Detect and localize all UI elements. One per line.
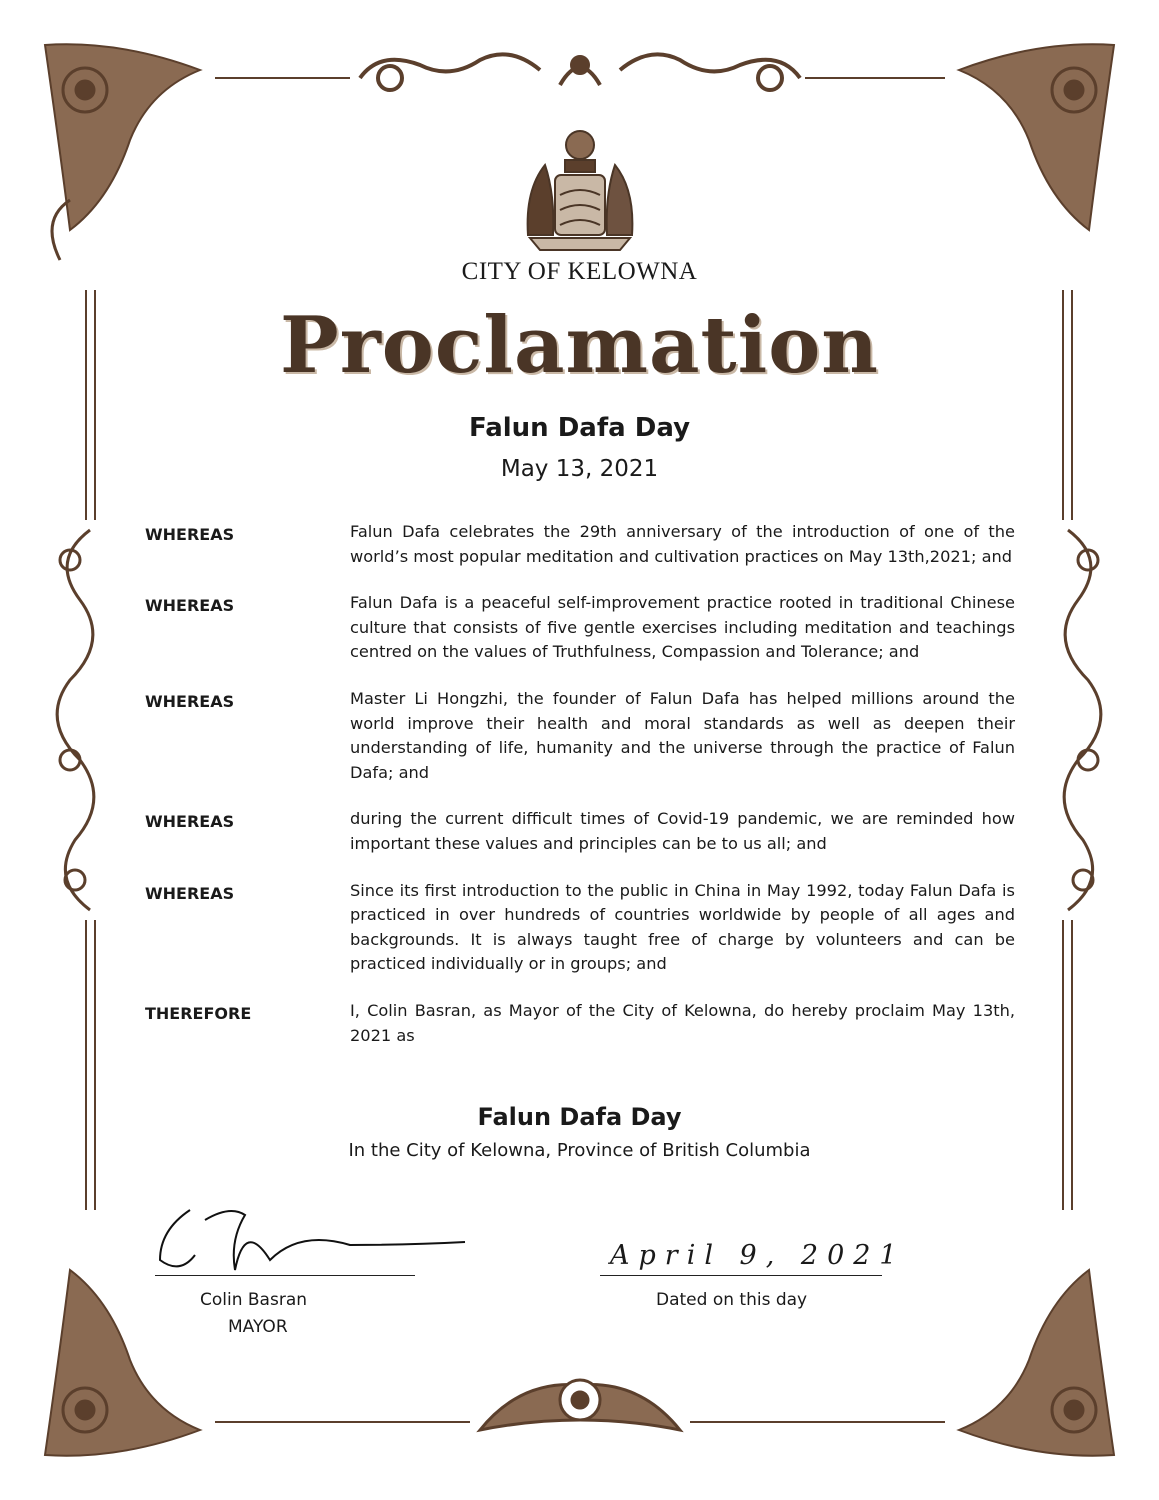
proclaimed-day-name: Falun Dafa Day (477, 1103, 682, 1131)
clause-keyword: WHEREAS (145, 812, 235, 832)
date-label: Dated on this day (656, 1290, 808, 1310)
clause-item (145, 520, 1015, 569)
corner-ornament-top-left (45, 44, 200, 260)
bottom-scroll-ornament (480, 1380, 680, 1430)
clause-keyword: WHEREAS (145, 691, 235, 711)
signer-name: Colin Basran (200, 1290, 308, 1310)
clause-text: Since its first introduction to the public in China in May 1992, today Falun Dafa is practiced in over hundreds of countries worldwide by people of all ages and backgrounds. It is always taught free of charge by volunteers and can be practiced individually or in groups; and (350, 880, 1015, 974)
proclamation-title: Falun Dafa Day (468, 413, 691, 443)
clause-keyword: WHEREAS (145, 525, 235, 544)
date-line (600, 1275, 882, 1276)
clause-text: Falun Dafa celebrates the 29th anniversary of the introduction of one of the world’s most popular meditation and cultivation practices on May 13th,2021; and (350, 522, 1015, 566)
corner-ornament-bottom-left (45, 1270, 200, 1456)
signature-line (155, 1275, 415, 1276)
clause-text: I, Colin Basran, as Mayor of the City of Kelowna, do hereby proclaim May 13th, 2021 as (350, 1000, 1015, 1045)
signer-title: MAYOR (228, 1317, 288, 1337)
mayor-signature (150, 1200, 470, 1280)
clause-item (145, 879, 1015, 977)
corner-ornament-top-right (959, 44, 1114, 230)
corner-ornament-bottom-right (959, 1270, 1114, 1456)
clause-text: Falun Dafa is a peaceful self-improvement practice rooted in traditional Chinese culture that consists of five gentle exercises including meditation and teachings centred on the values of Truthfulness, Compassion and Tolerance; and (350, 593, 1015, 662)
clause-item (145, 591, 1015, 665)
clause-keyword: WHEREAS (145, 883, 235, 903)
city-coat-of-arms (528, 131, 633, 250)
clause-keyword: WHEREAS (145, 596, 235, 616)
handwritten-date: April 9, 2021 (610, 1240, 906, 1271)
clause-keyword: THEREFORE (145, 1003, 252, 1023)
top-scroll-ornament (360, 54, 800, 90)
document-type-heading: Proclamation (280, 300, 879, 391)
clause-item (145, 687, 1015, 785)
clause-text: during the current difficult times of Covid-19 pandemic, we are reminded how important these values and principles can be to us all; and (350, 809, 1015, 853)
clause-item (145, 807, 1015, 856)
proclamation-date: May 13, 2021 (500, 456, 659, 482)
city-name: CITY OF KELOWNA (461, 258, 698, 285)
clause-text: Master Li Hongzhi, the founder of Falun Dafa has helped millions around the world improve their health and moral standards as well as deepen their understanding of life, humanity and the universe through the practice of Falun Dafa; and (350, 688, 1015, 782)
proclaimed-location: In the City of Kelowna, Province of British Columbia (348, 1140, 811, 1161)
clause-list (145, 520, 1015, 1070)
clause-item (145, 999, 1015, 1048)
